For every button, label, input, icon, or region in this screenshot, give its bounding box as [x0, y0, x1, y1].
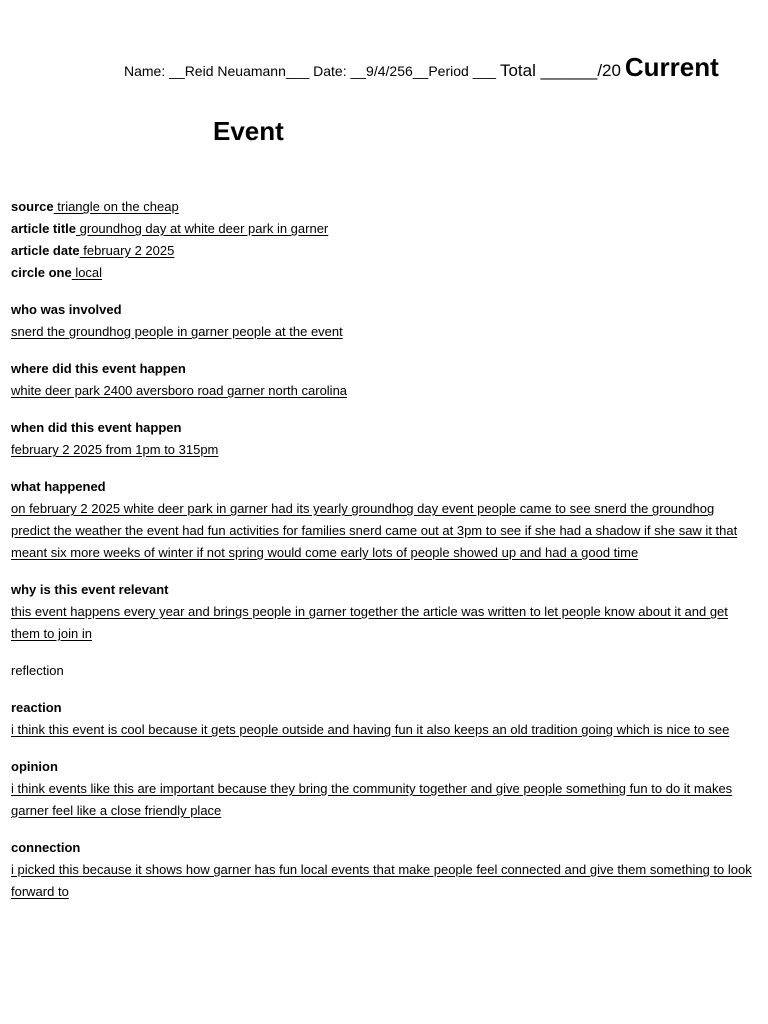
what-label: what happened: [11, 479, 106, 494]
worksheet-header: [124, 52, 719, 83]
where-section: [11, 358, 756, 402]
title-current: Current: [624, 52, 719, 82]
connection-answer: i picked this because it shows how garner has fun local events that make people feel connected and give them something to look forward to: [11, 862, 752, 899]
circle-one-label: circle one: [11, 265, 72, 280]
article-title-field: [11, 218, 756, 240]
name-value: __Reid Neuamann___: [169, 63, 310, 79]
article-title-value: groundhog day at white deer park in garner: [76, 221, 329, 236]
when-label: when did this event happen: [11, 420, 182, 435]
where-answer: white deer park 2400 aversboro road garner north carolina: [11, 383, 348, 398]
what-section: [11, 476, 756, 564]
who-section: [11, 299, 756, 343]
why-section: [11, 579, 756, 645]
opinion-label: opinion: [11, 759, 58, 774]
who-label: who was involved: [11, 302, 122, 317]
reaction-label: reaction: [11, 700, 62, 715]
article-title-label: article title: [11, 221, 77, 236]
opinion-section: [11, 756, 756, 822]
circle-one-field: [11, 262, 756, 284]
source-label: source: [11, 199, 54, 214]
why-label: why is this event relevant: [11, 582, 169, 597]
article-date-label: article date: [11, 243, 80, 258]
when-section: [11, 417, 756, 461]
article-date-value: february 2 2025: [79, 243, 175, 258]
article-date-field: [11, 240, 756, 262]
source-value: triangle on the cheap: [53, 199, 179, 214]
reaction-section: [11, 697, 756, 741]
date-value: __9/4/256__: [350, 63, 429, 79]
reflection-heading: reflection: [11, 663, 64, 678]
worksheet-body: [11, 196, 756, 903]
source-field: [11, 196, 756, 218]
who-answer: snerd the groundhog people in garner people at the event: [11, 324, 343, 339]
circle-one-value: local: [71, 265, 103, 280]
why-answer: this event happens every year and brings people in garner together the article was written to let people know about it and get them to join in: [11, 604, 728, 641]
date-label: Date:: [313, 63, 347, 79]
name-label: Name:: [124, 63, 166, 79]
total-score-label: Total ______/20: [499, 61, 621, 80]
connection-label: connection: [11, 840, 81, 855]
when-answer: february 2 2025 from 1pm to 315pm: [11, 442, 219, 457]
connection-section: [11, 837, 756, 903]
what-answer: on february 2 2025 white deer park in garner had its yearly groundhog day event people came to see snerd the groundhog predict the weather the event had fun activities for families snerd came out at 3pm to see if she had a shadow if she saw it that meant six more weeks of winter if not spring would come early lots of people showed up and had a good time: [11, 501, 738, 560]
where-label: where did this event happen: [11, 361, 186, 376]
opinion-answer: i think events like this are important because they bring the community together and give people something fun to do it makes garner feel like a close friendly place: [11, 781, 733, 818]
period-label: Period ___: [428, 63, 497, 79]
reaction-answer: i think this event is cool because it gets people outside and having fun it also keeps an old tradition going which is nice to see: [11, 722, 730, 737]
title-event: Event: [213, 116, 284, 146]
